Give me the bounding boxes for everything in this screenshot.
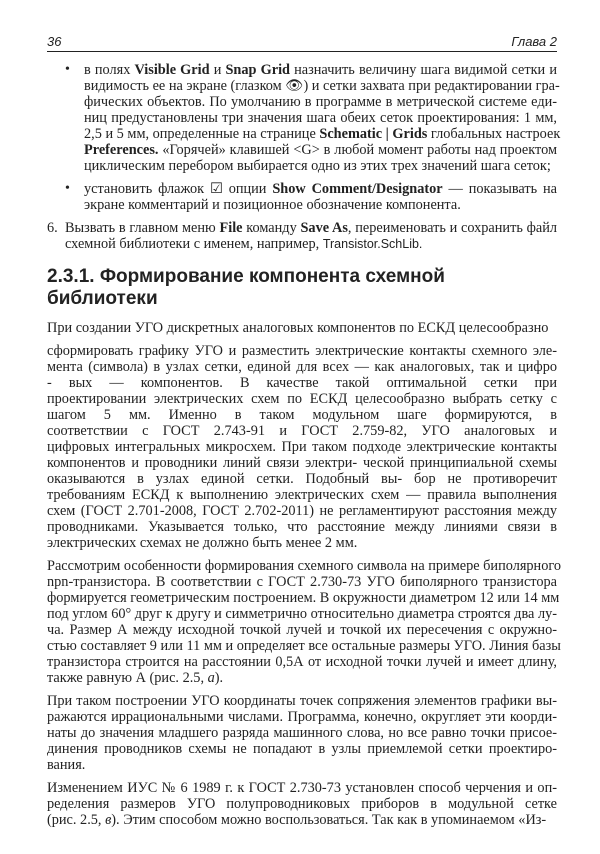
paragraph [47, 780, 557, 828]
text-line [47, 320, 557, 336]
text-run: ча. Размер А между исходной точкой лучей и точкой их пересечения с окружно- [47, 622, 557, 638]
text-run: установить флажок ☑ опции [84, 181, 273, 197]
text-run: глобальных настроек [427, 126, 561, 142]
text-run: — показывать на [442, 181, 558, 197]
paragraph [47, 343, 557, 551]
running-header [47, 34, 557, 52]
bold-term: Save As [300, 220, 348, 236]
text-run: При таком построении УГО координаты точек сопряжения элементов графики вы- [47, 693, 557, 709]
text-line [47, 343, 557, 359]
text-line [47, 590, 560, 606]
text-run: экране комментарий и позиционное обозначение компонента. [84, 197, 461, 213]
text-run: схем (ГОСТ 2.701-2008, ГОСТ 2.702-2011) не регламентируют расстояния между [47, 503, 557, 519]
text-line [47, 535, 557, 551]
text-line [47, 375, 557, 391]
text-run: циклическим перебором выбирается одно из этих трех значений шага сеток; [84, 158, 551, 174]
text-line [84, 181, 557, 197]
text-line [47, 471, 557, 487]
text-line [47, 574, 557, 590]
text-run: проводниками. Указывается только, что расстояние между линиями связи в [47, 519, 557, 535]
text-line [47, 693, 557, 709]
bullet-item [47, 181, 557, 213]
text-run: ражаются иррациональными числами. Программа, конечно, округляет эти коорди- [47, 709, 557, 725]
text-line [47, 622, 557, 638]
text-run: в полях [84, 62, 135, 78]
text-line [47, 670, 557, 686]
text-line [47, 423, 557, 439]
text-line [47, 487, 557, 503]
text-line [47, 407, 557, 423]
bold-term: Show Comment/Designator [272, 181, 443, 197]
text-run: наты до значения младшего разряда машинного слова, но все равно точки присое- [47, 725, 557, 741]
text-run: формируется геометрическим построением. В окружности диаметром 12 или 14 мм [47, 590, 560, 606]
text-line [47, 391, 557, 407]
text-line [47, 359, 557, 375]
text-line [47, 455, 557, 471]
paragraph [47, 693, 557, 773]
text-run: электрических схемах не должно быть менее 2 мм. [47, 535, 358, 551]
text-line [47, 780, 557, 796]
text-run: а [207, 670, 215, 686]
text-run: ). Этим способом можно воспользоваться. Так как в упоминаемом «Из- [111, 812, 547, 828]
bold-term: File [219, 220, 243, 236]
text-run: - вых — компонентов. В качестве такой оптимальной сетки при [47, 375, 557, 391]
text-run: схемной библиотеки с именем, например, [65, 236, 323, 252]
text-line [84, 197, 557, 213]
text-run: ниц предустановлены три значения шага обеих сеток проектирования: 1 мм, [84, 110, 557, 126]
text-run: шагом 5 мм. Именно в таком модульном шаге формируются, в [47, 407, 557, 423]
paragraph [47, 558, 562, 686]
text-run: мента (символа) в узлах сетки, единой для всех — как аналоговых, так и цифро [47, 359, 557, 375]
text-run: Вызвать в главном меню [65, 220, 220, 236]
section-heading: 2.3.1. Формирование компонента схемной библиотеки [47, 266, 445, 309]
text-run: Рассмотрим особенности формирования схемного символа на примере биполярного [47, 558, 562, 574]
text-run: Изменением ИУС № 6 1989 г. к ГОСТ 2.730-73 установлен способ черчения и оп- [47, 780, 557, 796]
numbered-step [47, 220, 557, 252]
text-line [47, 638, 561, 654]
text-run: динения проводников схемы не попадают в узлы приемлемой сетки проектиро- [47, 741, 557, 757]
bold-term: Schematic | Grids [319, 126, 428, 142]
text-line [84, 142, 557, 158]
text-line [47, 725, 557, 741]
text-run: «Горячей» клавишей <G> в любой момент работы над проектом [158, 142, 557, 158]
text-run: цифровых интегральных микросхем. При таком подходе электрические контакты [47, 439, 557, 455]
text-line [84, 110, 557, 126]
text-run: назначить величину шага видимой сетки и [290, 62, 557, 78]
page-number: 36 [47, 34, 62, 49]
text-run: сформировать графику УГО и разместить электрические контакты схемного эле- [47, 343, 557, 359]
text-run: видимость ее на экране (глазком 👁) и сетки захвата при редактировании гра- [84, 78, 560, 94]
text-run: команду [242, 220, 301, 236]
text-line [65, 220, 557, 236]
page-body [47, 62, 562, 835]
bold-term: Snap Grid [225, 62, 291, 78]
bold-term: Preferences. [84, 142, 159, 158]
text-run: проектировании электрических схем по ЕСКД целесообразно выбрать сетку с [47, 391, 557, 407]
text-line [47, 796, 557, 812]
text-line [47, 654, 557, 670]
text-line [47, 812, 557, 828]
bullet-item [47, 62, 561, 174]
step-number: 6. [47, 220, 58, 236]
text-line [84, 94, 557, 110]
paragraph [47, 320, 557, 336]
text-run: (рис. 2.5, [47, 812, 106, 828]
text-run: транзистора строится на расстоянии 0,5А от исходной точки лучей и имеет длину, [47, 654, 557, 670]
text-run: При создании УГО дискретных аналоговых компонентов по ЕСКД целесообразно [47, 320, 549, 336]
text-line [84, 126, 561, 142]
text-run: в [105, 812, 112, 828]
text-run: ). [214, 670, 224, 686]
text-line [84, 78, 560, 94]
bold-term: Visible Grid [134, 62, 210, 78]
text-run: компонентов и проводники линий связи электри- ческой принципиальной схемы [47, 455, 557, 471]
text-line [47, 709, 557, 725]
text-line [47, 503, 557, 519]
text-line [47, 558, 562, 574]
text-run: соответствии с ГОСТ 2.743-91 и ГОСТ 2.759-82, УГО аналоговых и [47, 423, 557, 439]
text-line [84, 158, 557, 174]
text-line [65, 236, 557, 252]
text-line [47, 519, 557, 535]
text-run: фических объектов. По умолчанию в программе в метрической системе еди- [84, 94, 557, 110]
text-line [84, 62, 557, 78]
text-run: 2,5 и 5 мм, определенные на странице [84, 126, 320, 142]
text-run: требованиям ЕСКД к выполнению электрических схем — правила выполнения [47, 487, 557, 503]
chapter-title: Глава 2 [511, 34, 557, 49]
text-run: вания. [47, 757, 86, 773]
text-line [47, 606, 557, 622]
text-line [47, 757, 557, 773]
text-run: и [209, 62, 226, 78]
text-run: npn-транзистора. В соответствии с ГОСТ 2.730-73 УГО биполярного транзистора [47, 574, 557, 590]
text-run: оказываются в узлах единой сетки. Подобный вы- бор не противоречит [47, 471, 557, 487]
text-run: стью составляет 9 или 11 мм и определяет все остальные размеры УГО. Линия базы [47, 638, 561, 654]
file-name: Transistor.SchLib. [322, 237, 423, 251]
text-line [47, 439, 557, 455]
text-run: также равную А (рис. 2.5, [47, 670, 208, 686]
text-run: ределения размеров УГО полупроводниковых приборов в модульной сетке [47, 796, 557, 812]
text-run: под углом 60° друг к другу и симметрично относительно диаметра строятся два лу- [47, 606, 557, 622]
text-line [47, 741, 557, 757]
text-run: , переименовать и сохранить файл [347, 220, 557, 236]
